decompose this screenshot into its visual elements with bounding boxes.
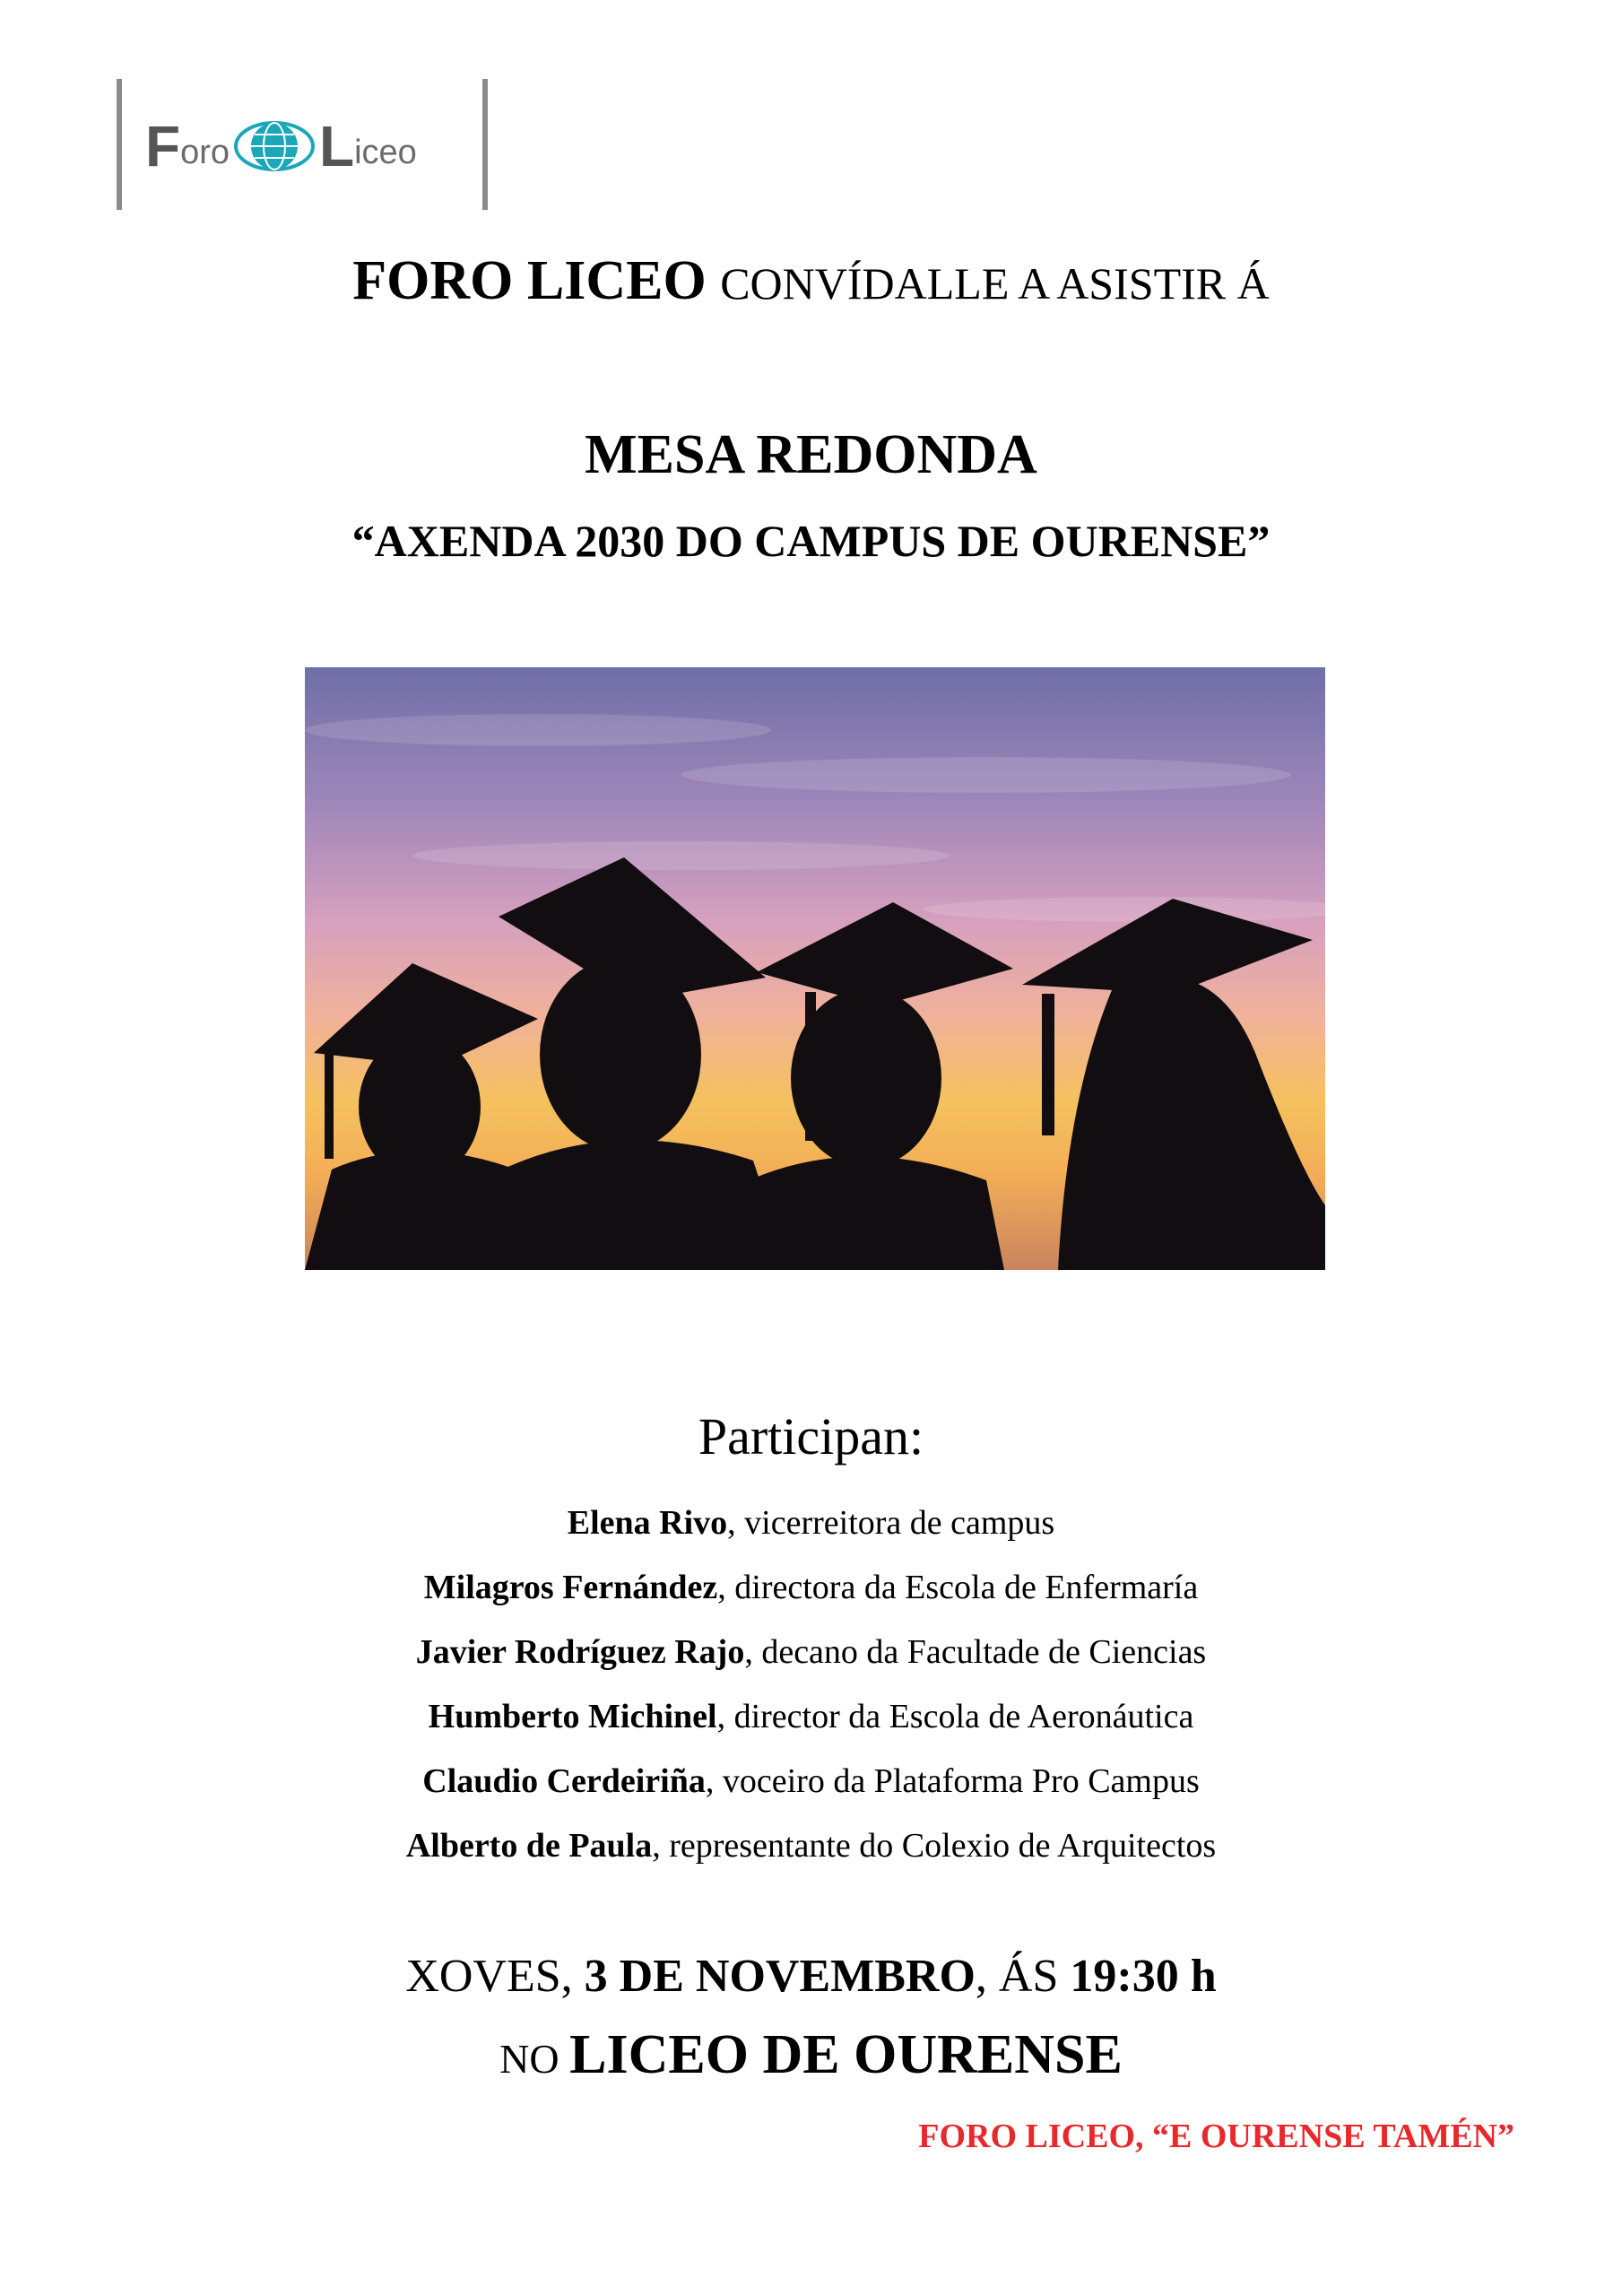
participant-role: , vicerreitora de campus xyxy=(727,1504,1055,1542)
invite-text: CONVÍDALLE A ASISTIR Á xyxy=(720,258,1270,309)
org-name: FORO LICEO xyxy=(352,250,707,311)
graduates-silhouette-photo xyxy=(305,667,1325,1270)
foro-liceo-logo xyxy=(117,79,493,210)
logo-text-oro: oro xyxy=(180,134,230,171)
invitation-line xyxy=(0,249,1622,313)
event-place xyxy=(0,2023,1622,2087)
participant-item xyxy=(0,1749,1622,1813)
event-title: “AXENDA 2030 DO CAMPUS DE OURENSE” xyxy=(351,516,1271,566)
participants-list xyxy=(0,1491,1622,1878)
participant-role: , voceiro da Plataforma Pro Campus xyxy=(705,1762,1200,1800)
participant-item xyxy=(0,1684,1622,1749)
logo-right-bar xyxy=(482,79,488,210)
participant-role: , representante do Colexio de Arquitectos xyxy=(652,1827,1217,1865)
event-type: MESA REDONDA xyxy=(585,424,1037,485)
participant-name: Elena Rivo xyxy=(567,1504,728,1542)
participant-item xyxy=(0,1813,1622,1878)
participant-name: Alberto de Paula xyxy=(405,1827,653,1865)
event-date-time xyxy=(0,1950,1622,2003)
participant-name: Javier Rodríguez Rajo xyxy=(415,1633,745,1671)
event-day: XOVES, xyxy=(405,1951,585,2002)
logo-left-bar xyxy=(117,79,122,210)
participant-role: , directora da Escola de Enfermaría xyxy=(717,1569,1199,1606)
event-date: 3 DE NOVEMBRO xyxy=(584,1951,976,2002)
participant-role: , decano da Facultade de Ciencias xyxy=(744,1633,1207,1671)
logo-letter-l: L xyxy=(319,114,355,178)
logo-wordmark xyxy=(145,115,417,178)
logo-letter-f: F xyxy=(145,114,181,178)
participant-item xyxy=(0,1491,1622,1555)
place-name: LICEO DE OURENSE xyxy=(569,2024,1123,2085)
logo-text-iceo: iceo xyxy=(354,134,417,171)
participant-name: Claudio Cerdeiriña xyxy=(422,1762,706,1800)
place-prefix: NO xyxy=(499,2036,570,2082)
participant-item xyxy=(0,1620,1622,1684)
slogan: FORO LICEO, “E OURENSE TAMÉN” xyxy=(918,2118,1514,2155)
participant-name: Humberto Michinel xyxy=(428,1698,717,1735)
event-time: 19:30 h xyxy=(1070,1951,1217,2002)
participant-role: , director da Escola de Aeronáutica xyxy=(716,1698,1194,1735)
participant-item xyxy=(0,1555,1622,1620)
participant-name: Milagros Fernández xyxy=(423,1569,718,1606)
participants-heading: Participan: xyxy=(698,1407,924,1465)
globe-icon xyxy=(233,118,316,174)
event-at: , ÁS xyxy=(975,1951,1071,2002)
